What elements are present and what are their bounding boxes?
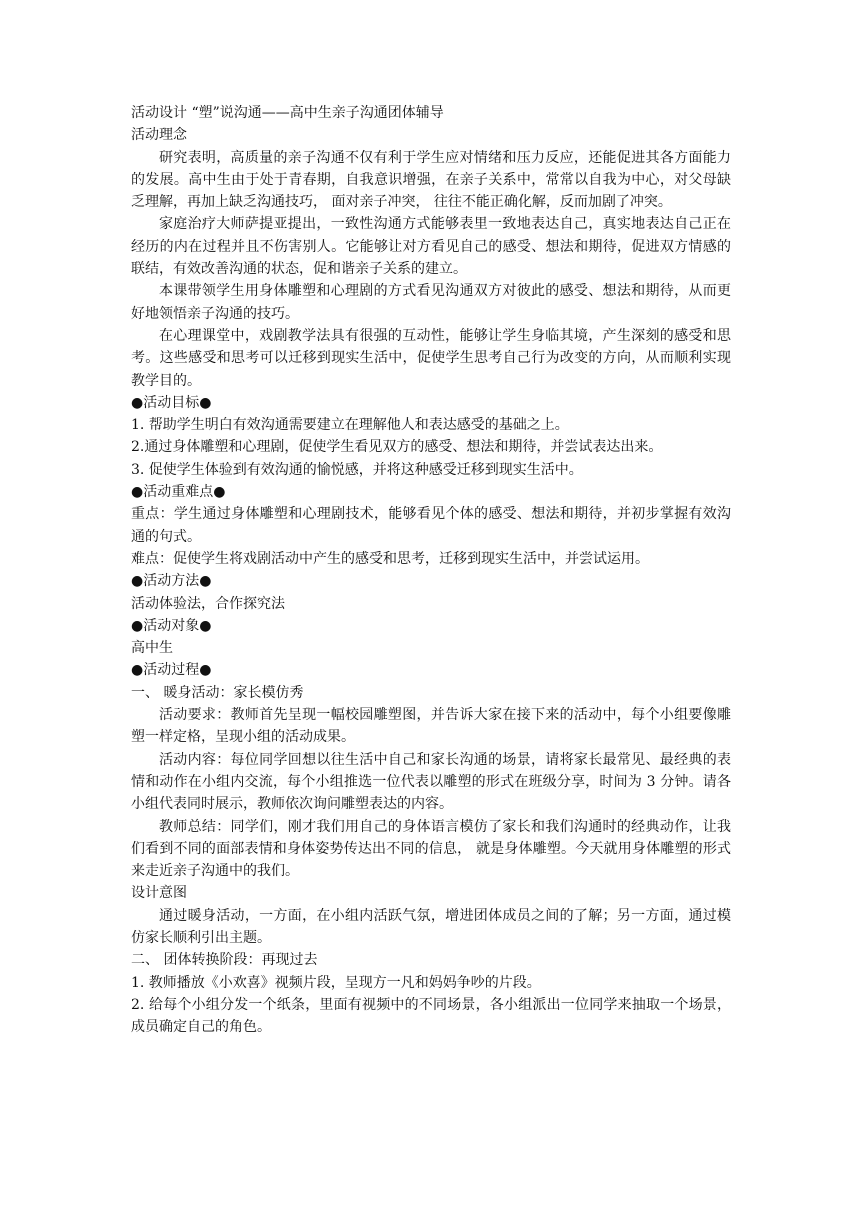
target-text: 高中生 <box>131 640 173 657</box>
stage2-heading: 二、 团体转换阶段：再现过去 <box>131 952 318 969</box>
document-body <box>131 102 731 1038</box>
methods-text: 活动体验法，合作探究法 <box>131 595 285 612</box>
design-text: 通过暖身活动，一方面，在小组内活跃气氛，增进团体成员之间的了解；另一方面，通过模仿家长顺利引出主题。 <box>131 907 731 946</box>
stage1-requirement: 活动要求：教师首先呈现一幅校园雕塑图，并告诉大家在接下来的活动中，每个小组要像雕塑一样定格，呈现小组的活动成果。 <box>131 707 731 746</box>
stage1-heading: 一、 暖身活动：家长模仿秀 <box>131 684 304 701</box>
target-heading: ●活动对象● <box>131 617 212 634</box>
goal-item: 1. 帮助学生明白有效沟通需要建立在理解他人和表达感受的基础之上。 <box>131 417 569 434</box>
concept-paragraph: 研究表明，高质量的亲子沟通不仅有利于学生应对情绪和压力反应，还能促进其各方面能力的发展。高中生由于处于青春期，自我意识增强，在亲子关系中，常常以自我为中心，对父母缺乏理解，再加上缺乏沟通技巧， 面对亲子冲突， 往往不能正确化解，反而加剧了冲突。 <box>131 149 731 211</box>
design-heading: 设计意图 <box>131 885 187 902</box>
key-point: 重点：学生通过身体雕塑和心理剧技术，能够看见个体的感受、想法和期待，并初步掌握有效沟通的句式。 <box>131 506 731 545</box>
stage1-content: 活动内容：每位同学回想以往生活中自己和家长沟通的场景，请将家长最常见、最经典的表情和动作在小组内交流，每个小组推选一位代表以雕塑的形式在班级分享，时间为 3 分钟。请各小组代表同时展示，教师依次询问雕塑表达的内容。 <box>131 751 731 813</box>
concept-paragraph: 家庭治疗大师萨提亚提出，一致性沟通方式能够表里一致地表达自己，真实地表达自己正在经历的内在过程并且不伤害别人。它能够让对方看见自己的感受、想法和期待，促进双方情感的联结，有效改善沟通的状态，促和谐亲子关系的建立。 <box>131 216 731 278</box>
difficulty-point: 难点：促使学生将戏剧活动中产生的感受和思考，迁移到现实生活中，并尝试运用。 <box>131 550 649 567</box>
methods-heading: ●活动方法● <box>131 573 212 590</box>
stage1-summary: 教师总结：同学们，刚才我们用自己的身体语言模仿了家长和我们沟通时的经典动作，让我们看到不同的面部表情和身体姿势传达出不同的信息， 就是身体雕塑。今天就用身体雕塑的形式来走近亲子沟通中的我们。 <box>131 818 731 880</box>
document-title: 活动设计 “塑”说沟通——高中生亲子沟通团体辅导 <box>131 105 444 121</box>
stage2-step: 1. 教师播放《小欢喜》视频片段，呈现方一凡和妈妈争吵的片段。 <box>131 974 541 991</box>
goal-item: 2.通过身体雕塑和心理剧，促使学生看见双方的感受、想法和期待，并尝试表达出来。 <box>131 439 663 456</box>
concept-heading: 活动理念 <box>131 127 187 144</box>
goals-heading: ●活动目标● <box>131 394 212 411</box>
stage2-step: 2. 给每个小组分发一个纸条，里面有视频中的不同场景，各小组派出一位同学来抽取一个场景，成员确定自己的角色。 <box>131 996 731 1036</box>
concept-paragraph: 本课带领学生用身体雕塑和心理剧的方式看见沟通双方对彼此的感受、想法和期待，从而更好地领悟亲子沟通的技巧。 <box>131 283 731 322</box>
process-heading: ●活动过程● <box>131 662 212 679</box>
concept-paragraph: 在心理课堂中，戏剧教学法具有很强的互动性，能够让学生身临其境，产生深刻的感受和思考。这些感受和思考可以迁移到现实生活中，促使学生思考自己行为改变的方向，从而顺利实现教学目的。 <box>131 327 731 389</box>
keypoints-heading: ●活动重难点● <box>131 484 226 501</box>
goal-item: 3. 促使学生体验到有效沟通的愉悦感，并将这种感受迁移到现实生活中。 <box>131 461 583 478</box>
